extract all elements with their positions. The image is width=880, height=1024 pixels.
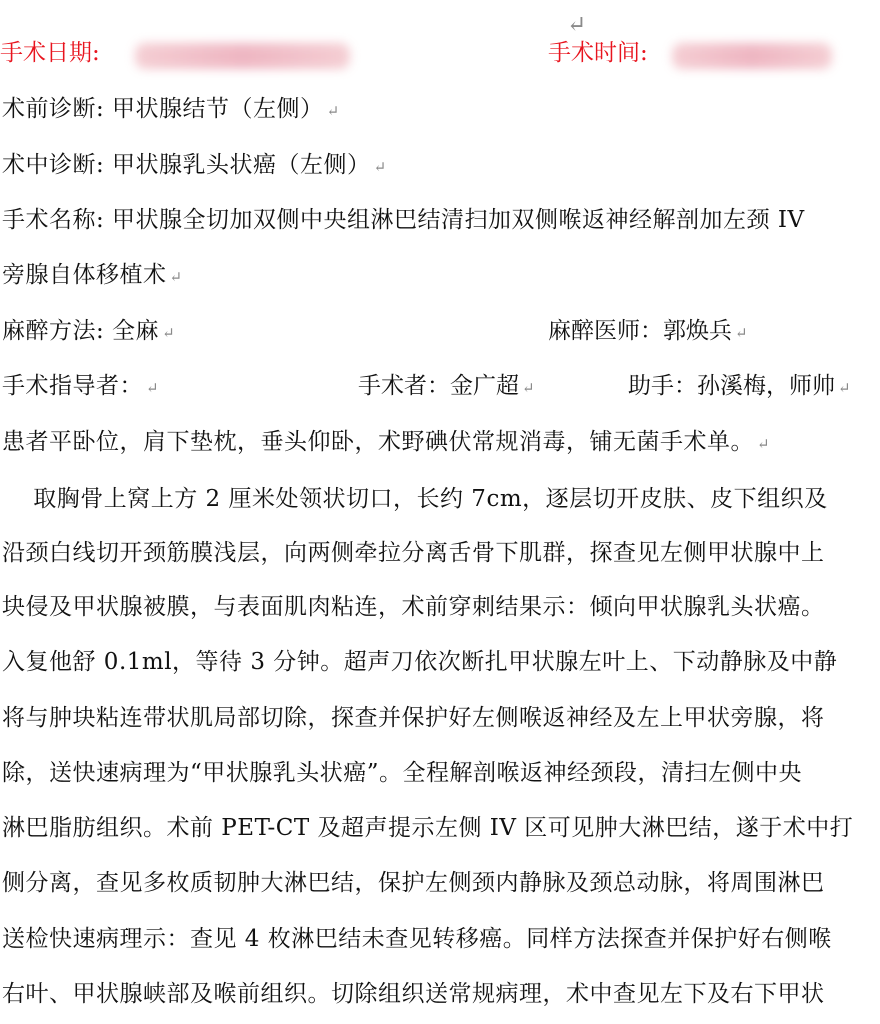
narrative-line: 取胸骨上窝上方 2 厘米处领状切口，长约 7cm，逐层切开皮肤、皮下组织及 [2,486,828,512]
paragraph-mark-icon: ↵ [169,268,183,286]
paragraph-mark-icon: ↵ [522,379,535,397]
surgery-date-label: 手术日期: [0,40,100,66]
surgery-time-value-redacted [672,40,832,70]
paragraph-mark-icon: ↵ [735,324,748,342]
narrative-line: 淋巴脂肪组织。术前 PET-CT 及超声提示左侧 IV 区可见肿大淋巴结，遂于术中打 [2,815,854,841]
narrative-line: 侧分离，查见多枚质韧肿大淋巴结，保护左侧颈内静脉及颈总动脉，将周围淋巴 [2,870,825,896]
paragraph-mark-icon: ↵ [757,435,771,453]
paragraph-mark-icon: ↵ [162,324,176,342]
narrative-line: 送检快速病理示：查见 4 枚淋巴结未查见转移癌。同样方法探查并保护好右侧喉 [2,926,832,952]
paragraph-mark-icon: ↵ [146,379,160,397]
narrative-line: 入复他舒 0.1ml，等待 3 分钟。超声刀依次断扎甲状腺左叶上、下动静脉及中静 [2,649,838,675]
anesthesiologist: 麻醉医师：郭焕兵 ↵ [548,318,748,344]
anesthesia-method: 麻醉方法: 全麻 ↵ [2,318,176,344]
narrative-line: 患者平卧位，肩下垫枕，垂头仰卧，术野碘伏常规消毒，铺无菌手术单。 ↵ [2,429,771,455]
cut-off-top-line [0,0,880,12]
surgery-date-value-redacted [135,40,350,70]
narrative-line: 将与肿块粘连带状肌局部切除，探查并保护好左侧喉返神经及左上甲状旁腺，将 [2,705,825,731]
narrative-line: 沿颈白线切开颈筋膜浅层，向两侧牵拉分离舌骨下肌群，探查见左侧甲状腺中上 [2,540,825,566]
surgery-supervisor: 手术指导者： ↵ [2,373,160,399]
surgeon: 手术者：金广超 ↵ [358,373,535,399]
surgery-time-label: 手术时间: [548,40,648,66]
assistant: 助手：孙溪梅，师帅 ↵ [628,373,851,399]
paragraph-mark-icon: ↵ [838,379,851,397]
operation-name-line-1: 手术名称: 甲状腺全切加双侧中央组淋巴结清扫加双侧喉返神经解剖加左颈 IV [2,207,805,233]
paragraph-mark-icon: ↵ [567,12,587,38]
narrative-line: 块侵及甲状腺被膜，与表面肌肉粘连，术前穿刺结果示：倾向甲状腺乳头状癌。 [2,594,825,620]
intraop-diagnosis: 术中诊断: 甲状腺乳头状癌（左侧） ↵ [2,152,387,178]
paragraph-mark-icon: ↵ [326,102,340,120]
narrative-line: 右叶、甲状腺峡部及喉前组织。切除组织送常规病理，术中查见左下及右下甲状 [2,981,825,1007]
paragraph-mark-icon: ↵ [373,158,387,176]
preop-diagnosis: 术前诊断: 甲状腺结节（左侧） ↵ [2,96,340,122]
operation-name-line-2: 旁腺自体移植术 ↵ [2,262,183,288]
narrative-line: 除，送快速病理为“甲状腺乳头状癌”。全程解剖喉返神经颈段，清扫左侧中央 [2,760,803,786]
